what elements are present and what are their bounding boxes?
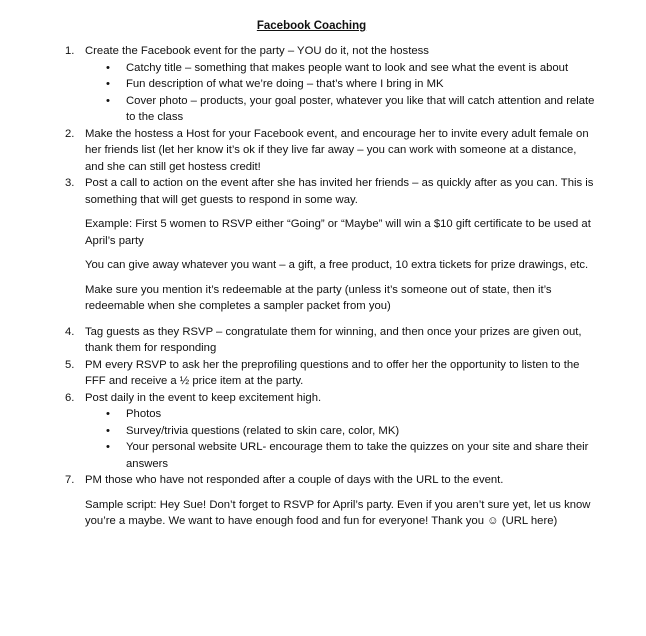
bullet-icon: • [106,424,110,437]
step-4 [0,324,646,357]
steps-list [0,43,646,530]
step-text: PM every RSVP to ask her the preprofiling questions and to offer her the opportunity to listen to the FFF and receive a ½ price item at the party. [85,358,580,387]
step-5 [0,357,646,390]
page-title: Facebook Coaching [256,20,367,32]
step-text: PM those who have not responded after a couple of days with the URL to the event. [85,474,504,486]
bullet-text: Survey/trivia questions (related to skin care, color, MK) [126,424,400,437]
bullet-icon: • [106,78,110,90]
bullet-list [85,60,596,126]
step-number: 2. [65,127,75,140]
step-text: Make the hostess a Host for your Facebook event, and encourage her to invite every adult female on her friends list (let her know it’s ok if they live far away – you can work with someone at a distance, and she can still get hostess credit! [85,127,589,173]
bullet-item [85,76,596,93]
spacer [0,208,646,216]
step-number: 5. [65,358,75,371]
step-text: Create the Facebook event for the party – YOU do it, not the hostess [85,45,429,57]
bullet-item [85,423,596,440]
step-number: 1. [65,45,75,57]
example-paragraph: Example: First 5 women to RSVP either “Going” or “Maybe” will win a $10 gift certificate to be used at April’s party [85,218,591,247]
bullet-list [85,406,596,472]
example-paragraph: Make sure you mention it’s redeemable at the party (unless it’s someone out of state, then it’s redeemable when she completes a sampler packet from you) [85,283,552,312]
bullet-text: Fun description of what we’re doing – that’s where I bring in MK [126,78,444,90]
step-7 [0,472,646,489]
step-3 [0,175,646,208]
bullet-item [85,93,596,126]
spacer [0,315,646,324]
bullet-icon: • [106,61,110,74]
step-number: 4. [65,325,75,338]
bullet-item [85,439,596,472]
spacer [0,274,646,282]
step-text: Tag guests as they RSVP – congratulate them for winning, and then once your prizes are given out, thank them for responding [85,325,582,354]
spacer [0,489,646,497]
bullet-item [85,60,596,77]
step-number: 3. [65,177,75,189]
step-1 [0,43,646,126]
bullet-item [85,406,596,423]
step-6 [0,390,646,473]
bullet-icon: • [106,94,110,107]
bullet-text: Cover photo – products, your goal poster, whatever you like that will catch attention and relate to the class [126,94,595,123]
bullet-text: Your personal website URL- encourage them to take the quizzes on your site and share their answers [126,441,589,470]
bullet-icon: • [106,408,110,420]
step-number: 6. [65,391,75,404]
step-number: 7. [65,474,75,486]
example-paragraph: You can give away whatever you want – a gift, a free product, 10 extra tickets for prize drawings, etc. [85,259,589,271]
spacer [0,249,646,257]
bullet-text: Catchy title – something that makes people want to look and see what the event is about [126,61,569,74]
bullet-icon: • [106,441,110,453]
step-text: Post daily in the event to keep excitement high. [85,391,322,404]
step-text: Post a call to action on the event after she has invited her friends – as quickly after as you can. This is something that will get guests to respond in some way. [85,177,594,206]
bullet-text: Photos [126,408,162,420]
step-2 [0,126,646,176]
sample-script-paragraph: Sample script: Hey Sue! Don’t forget to RSVP for April’s party. Even if you aren’t sure yet, let us know you’re a maybe. We want to have enough food and fun for everyone! Thank you ☺ (URL here) [85,498,591,527]
